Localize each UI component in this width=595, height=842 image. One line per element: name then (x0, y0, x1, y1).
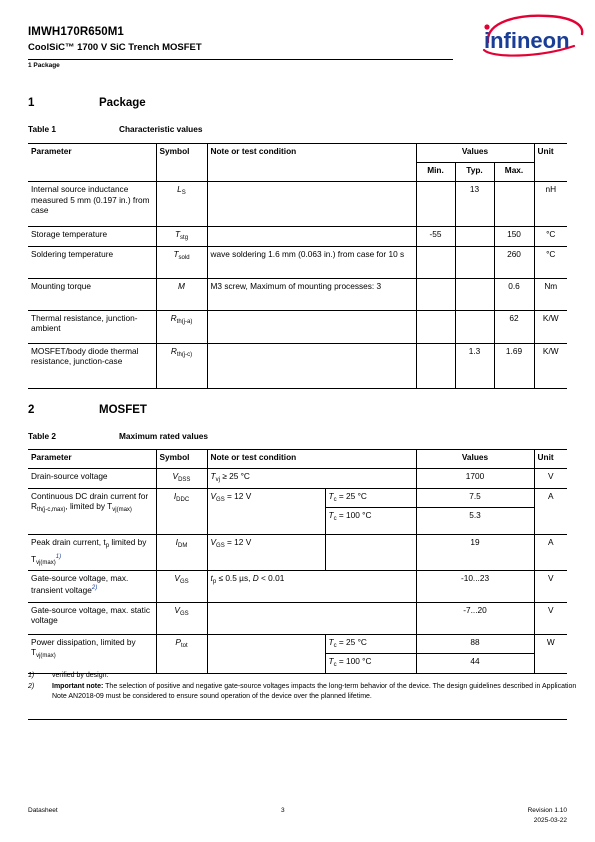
col-parameter: Parameter (28, 450, 156, 469)
col-values: Values (416, 144, 534, 163)
col-values: Values (416, 450, 534, 469)
section-number: 2 (28, 404, 35, 416)
table-title: Characteristic values (119, 124, 203, 134)
col-parameter: Parameter (28, 144, 156, 182)
table-row: Gate-source voltage, max. static voltage $V_{GS}$ -7...20 V (28, 602, 567, 634)
table-row: Continuous DC drain current for $R_{th(j-c,max)}$, limited by $T_{vj(max)}$ $I_{DDC}$ $V_{GS} = 12$ V $T_c = 25$ °C 7.5 A (28, 488, 567, 508)
document-subtitle: CoolSiC™ 1700 V SiC Trench MOSFET (28, 42, 202, 53)
footer-doc-type: Datasheet (28, 807, 58, 814)
table2-caption (28, 431, 208, 441)
col-unit: Unit (534, 144, 567, 182)
footer-revision: Revision 1.10 (527, 807, 567, 814)
table-row: Peak drain current, $t_p$ limited by $T_{vj(max)}^{1)}$ $I_{DM}$ $V_{GS} = 12$ V 19 A (28, 535, 567, 571)
col-min: Min. (416, 163, 455, 182)
col-unit: Unit (534, 450, 567, 469)
table-row: Soldering temperature $T_{sold}$ wave soldering 1.6 mm (0.063 in.) from case for 10 s 260 °C (28, 246, 567, 278)
part-number: IMWH170R650M1 (28, 26, 124, 38)
header-rule (28, 59, 453, 60)
col-max: Max. (494, 163, 534, 182)
table-row: Internal source inductance measured 5 mm (0.197 in.) from case $L_S$ 13 nH (28, 182, 567, 227)
table-row: Gate-source voltage, max. transient voltage$^{2)}$ $V_{GS}$ $t_p \le 0.5$ µs, D < 0.01 -10...23 V (28, 570, 567, 602)
table-row: $T_c = 100$ °C 44 (28, 654, 567, 674)
table-row: Drain-source voltage $V_{DSS}$ $T_{vj} \ge 25$ °C 1700 V (28, 469, 567, 489)
table1-caption (28, 124, 202, 134)
section-title: Package (99, 97, 146, 109)
col-note: Note or test condition (207, 144, 416, 182)
footer-date: 2025-03-22 (533, 817, 567, 824)
col-symbol: Symbol (156, 144, 207, 182)
table-number: Table 1 (28, 124, 56, 134)
col-symbol: Symbol (156, 450, 207, 469)
footnote-rule (28, 719, 567, 720)
table-row: MOSFET/body diode thermal resistance, junction-case $R_{th(j-c)}$ 1.3 1.69 K/W (28, 343, 567, 388)
logo-wordmark: infineon (484, 28, 570, 53)
infineon-logo (478, 12, 588, 58)
col-note: Note or test condition (207, 450, 416, 469)
table-row: Thermal resistance, junction-ambient $R_{th(j-a)}$ 62 K/W (28, 310, 567, 343)
table-row: Mounting torque M M3 screw, Maximum of mounting processes: 3 0.6 Nm (28, 278, 567, 310)
table-row: $T_c = 100$ °C 5.3 (28, 508, 567, 535)
footnote-2: 2) Important note: The selection of positive and negative gate-source voltages impacts the long-term behavior of the device. The design guidelines described in Application Note AN2018-09 must be considered to ensure sound operation of the device over the planned lifetime. (28, 683, 577, 700)
col-typ: Typ. (455, 163, 494, 182)
table-row: Storage temperature $T_{stg}$ -55 150 °C (28, 227, 567, 247)
section-heading-package (28, 97, 146, 109)
maximum-rated-values-table (28, 449, 567, 674)
table-title: Maximum rated values (119, 431, 208, 441)
characteristic-values-table (28, 143, 567, 389)
breadcrumb: 1 Package (28, 62, 60, 69)
section-title: MOSFET (99, 404, 147, 416)
table-number: Table 2 (28, 431, 56, 441)
table-row: Power dissipation, limited by $T_{vj(max)}$ $P_{tot}$ $T_c = 25$ °C 88 W (28, 634, 567, 654)
footer-page-number: 3 (281, 807, 285, 814)
section-number: 1 (28, 97, 35, 109)
section-heading-mosfet (28, 404, 147, 416)
